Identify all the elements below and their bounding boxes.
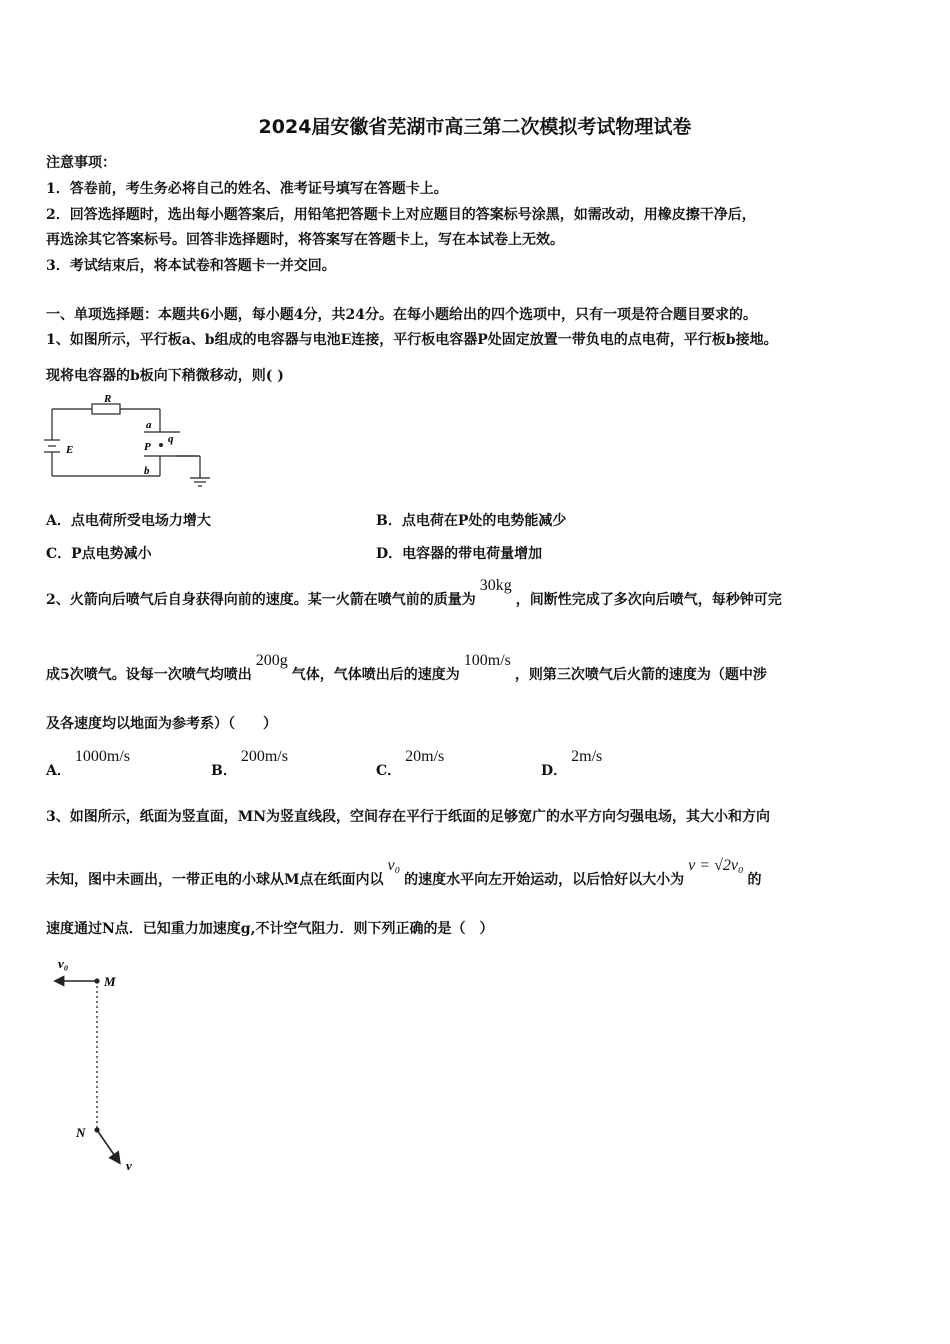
label-q: q bbox=[168, 433, 174, 445]
q2-stem-line2 bbox=[46, 652, 767, 684]
q2-gas-speed-formula: 100m/s bbox=[463, 652, 511, 669]
q3-v0-formula: v₀ bbox=[387, 857, 401, 874]
option-value: 20m/s bbox=[405, 748, 445, 765]
q2-option-a bbox=[46, 748, 134, 780]
label-v0: v₀ bbox=[58, 956, 69, 971]
notice-item-3: 3．考试结束后，将本试卷和答题卡一并交回。 bbox=[46, 258, 336, 274]
section-heading: 一、单项选择题：本题共6小题，每小题4分，共24分。在每小题给出的四个选项中，只有一项是符合题目要求的。 bbox=[46, 307, 757, 323]
option-value: 1000m/s bbox=[74, 748, 130, 765]
q2-mass-formula: 30kg bbox=[479, 577, 512, 594]
label-M: M bbox=[104, 974, 116, 989]
q3-v-formula: v = √2v₀ bbox=[688, 857, 744, 874]
q3-stem-line1: 3、如图所示，纸面为竖直面，MN为竖直线段，空间存在平行于纸面的足够宽广的水平方向匀强电场，其大小和方向 bbox=[46, 809, 771, 825]
q1-option-d: D．电容器的带电荷量增加 bbox=[376, 546, 543, 562]
label-v: v bbox=[126, 1158, 132, 1173]
page-title: 2024届安徽省芜湖市高三第二次模拟考试物理试卷 bbox=[258, 116, 692, 138]
q2-text: ，则第三次喷气后火箭的速度为（题中涉 bbox=[514, 667, 767, 683]
q2-text: 成5次喷气。设每一次喷气均喷出 bbox=[46, 667, 252, 683]
label-R: R bbox=[104, 393, 112, 405]
option-label: A． bbox=[46, 763, 71, 779]
q2-option-c bbox=[376, 748, 448, 780]
notice-heading: 注意事项： bbox=[46, 155, 116, 171]
q2-text: ，间断性完成了多次向后喷气，每秒钟可完 bbox=[515, 592, 782, 608]
q2-stem-line3: 及各速度均以地面为参考系）（ ） bbox=[46, 716, 277, 732]
q3-stem-line2 bbox=[46, 857, 762, 889]
q2-gas-mass-formula: 200g bbox=[255, 652, 288, 669]
option-label: C． bbox=[376, 763, 402, 779]
q2-option-b bbox=[211, 748, 292, 780]
label-P: P bbox=[144, 441, 151, 453]
q1-stem-line1: 1、如图所示，平行板a、b组成的电容器与电池E连接，平行板电容器P处固定放置一带负电的点电荷，平行板b接地。 bbox=[46, 332, 778, 348]
q1-option-c: C．P点电势减小 bbox=[46, 546, 152, 562]
q2-option-d bbox=[541, 748, 606, 780]
notice-item-1: 1．答卷前，考生务必将自己的姓名、准考证号填写在答题卡上。 bbox=[46, 181, 448, 197]
q2-text: 气体，气体喷出后的速度为 bbox=[291, 667, 460, 683]
q2-stem-line1 bbox=[46, 577, 782, 609]
q1-circuit-figure bbox=[40, 392, 230, 498]
q1-option-b: B．点电荷在P处的电势能减少 bbox=[376, 513, 567, 529]
q3-text: 的 bbox=[747, 872, 762, 888]
q3-stem-line3: 速度通过N点．已知重力加速度g,不计空气阻力．则下列正确的是（ ） bbox=[46, 921, 494, 937]
q1-option-a: A．点电荷所受电场力增大 bbox=[46, 513, 211, 529]
label-E: E bbox=[66, 444, 74, 456]
q3-text: 的速度水平向左开始运动，以后恰好以大小为 bbox=[404, 872, 685, 888]
option-value: 200m/s bbox=[240, 748, 288, 765]
option-value: 2m/s bbox=[571, 748, 603, 765]
q3-text: 未知，图中未画出，一带正电的小球从M点在纸面内以 bbox=[46, 872, 384, 888]
option-label: D． bbox=[541, 763, 568, 779]
label-a: a bbox=[146, 419, 152, 431]
notice-item-2: 2．回答选择题时，选出每小题答案后，用铅笔把答题卡上对应题目的答案标号涂黑，如需改动，用橡皮擦干净后， bbox=[46, 207, 756, 223]
q3-motion-figure bbox=[46, 948, 156, 1180]
notice-item-2-cont: 再选涂其它答案标号。回答非选择题时，将答案写在答题卡上，写在本试卷上无效。 bbox=[46, 232, 564, 248]
label-b: b bbox=[144, 465, 150, 477]
q2-text: 2、火箭向后喷气后自身获得向前的速度。某一火箭在喷气前的质量为 bbox=[46, 592, 476, 608]
option-label: B． bbox=[211, 763, 237, 779]
q1-stem-line2: 现将电容器的b板向下稍微移动，则( ) bbox=[46, 368, 284, 384]
label-N: N bbox=[76, 1125, 86, 1140]
